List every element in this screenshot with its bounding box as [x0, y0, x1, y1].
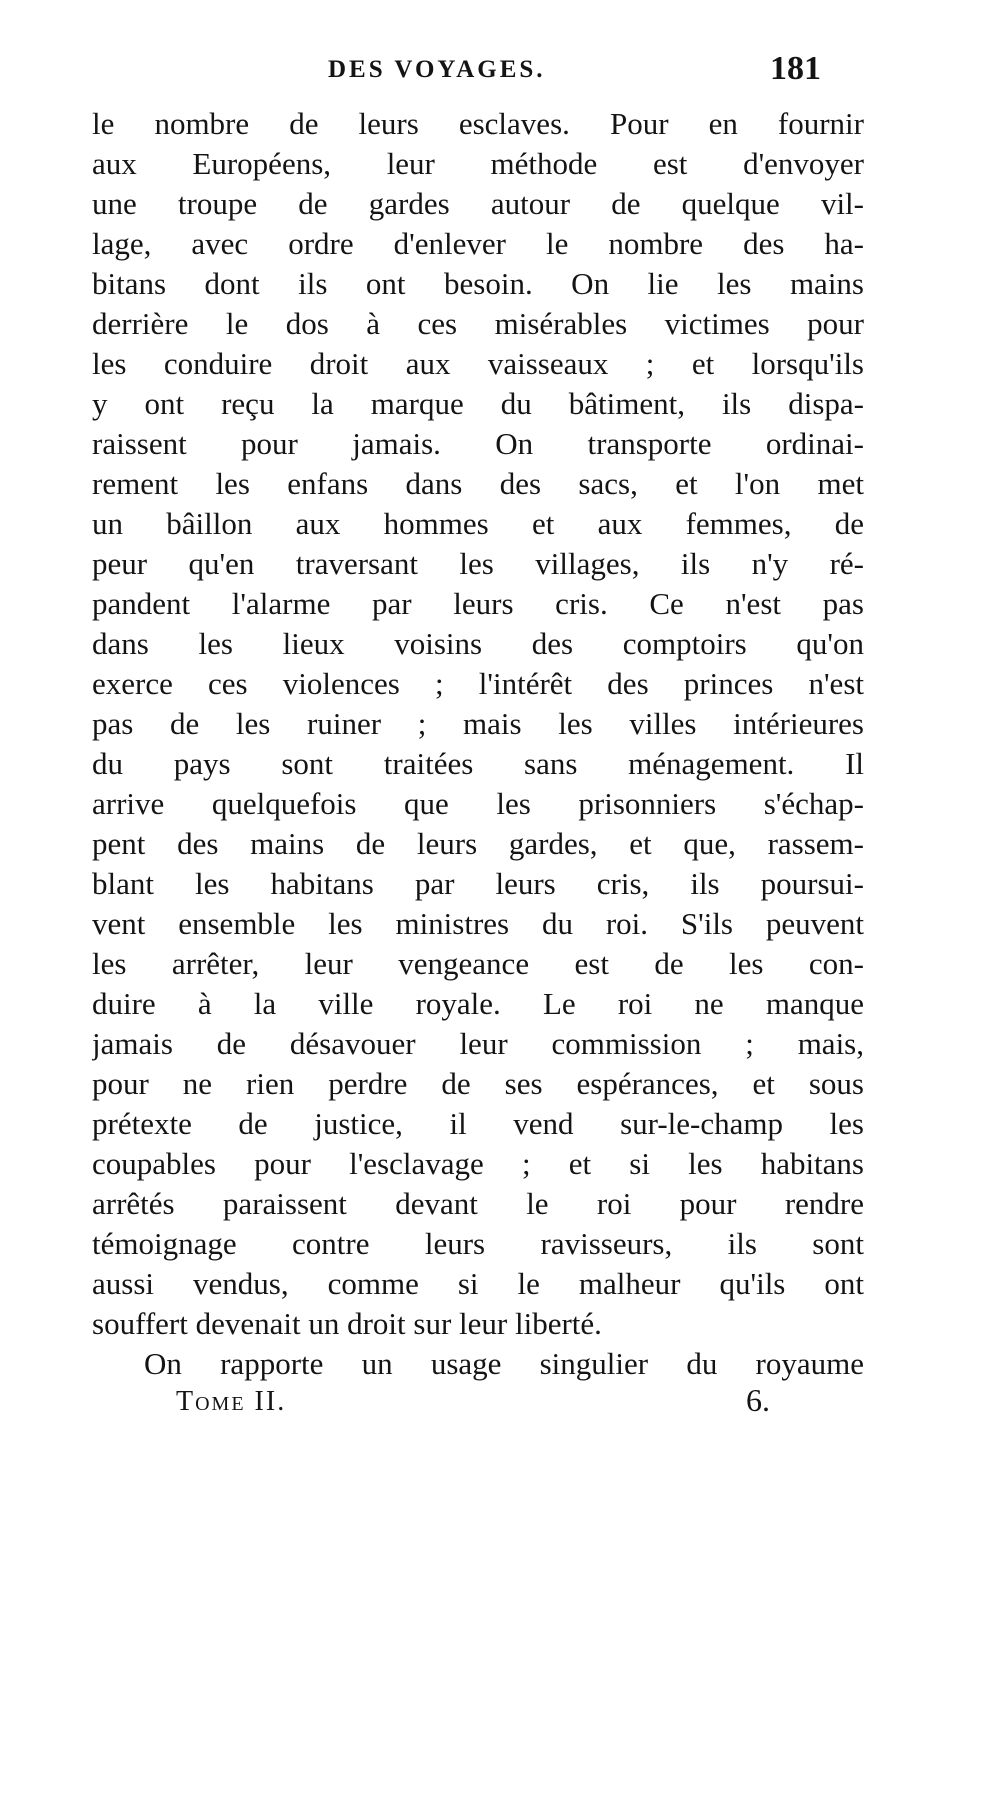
page-footer — [176, 1382, 770, 1418]
sheet-number: 6. — [746, 1382, 770, 1418]
text-line: les arrêter, leur vengeance est de les con- — [92, 946, 864, 981]
text-line: pandent l'alarme par leurs cris. Ce n'est pas — [92, 586, 864, 621]
text-line: peur qu'en traversant les villages, ils n'y ré- — [92, 546, 864, 581]
text-line: du pays sont traitées sans ménagement. Il — [92, 746, 864, 781]
text-line: blant les habitans par leurs cris, ils poursui- — [92, 866, 864, 901]
body-text — [92, 104, 864, 1384]
text-line: souffert devenait un droit sur leur liberté. — [92, 1306, 602, 1341]
paragraph-start-line: On rapporte un usage singulier du royaume — [144, 1346, 864, 1381]
text-line: aussi vendus, comme si le malheur qu'ils ont — [92, 1266, 864, 1301]
text-line: raissent pour jamais. On transporte ordinai- — [92, 426, 864, 461]
text-line: pent des mains de leurs gardes, et que, rassem- — [92, 826, 864, 861]
text-line: y ont reçu la marque du bâtiment, ils dispa- — [92, 386, 864, 421]
text-line: pas de les ruiner ; mais les villes intérieures — [92, 706, 864, 741]
text-line: un bâillon aux hommes et aux femmes, de — [92, 506, 864, 541]
text-line: arrive quelquefois que les prisonniers s'échap- — [92, 786, 864, 821]
text-line: témoignage contre leurs ravisseurs, ils sont — [92, 1226, 864, 1261]
text-line: lage, avec ordre d'enlever le nombre des ha- — [92, 226, 864, 261]
text-line: jamais de désavouer leur commission ; mais, — [92, 1026, 864, 1061]
volume-signature: Tome II. — [176, 1386, 287, 1417]
text-line: les conduire droit aux vaisseaux ; et lorsqu'ils — [92, 346, 864, 381]
page-number: 181 — [770, 50, 821, 87]
text-line: prétexte de justice, il vend sur-le-champ les — [92, 1106, 864, 1141]
text-line: derrière le dos à ces misérables victimes pour — [92, 306, 864, 341]
text-line: arrêtés paraissent devant le roi pour rendre — [92, 1186, 864, 1221]
text-line: aux Européens, leur méthode est d'envoyer — [92, 146, 864, 181]
text-line: exerce ces violences ; l'intérêt des princes n'est — [92, 666, 864, 701]
text-line: vent ensemble les ministres du roi. S'ils peuvent — [92, 906, 864, 941]
text-line: rement les enfans dans des sacs, et l'on met — [92, 466, 864, 501]
text-line: duire à la ville royale. Le roi ne manque — [92, 986, 864, 1021]
text-line: bitans dont ils ont besoin. On lie les mains — [92, 266, 864, 301]
text-line: coupables pour l'esclavage ; et si les habitans — [92, 1146, 864, 1181]
running-title: DES VOYAGES. — [328, 56, 546, 83]
text-line: une troupe de gardes autour de quelque vil- — [92, 186, 864, 221]
text-line: dans les lieux voisins des comptoirs qu'on — [92, 626, 864, 661]
text-line: pour ne rien perdre de ses espérances, et sous — [92, 1066, 864, 1101]
text-line: le nombre de leurs esclaves. Pour en fournir — [92, 106, 864, 141]
